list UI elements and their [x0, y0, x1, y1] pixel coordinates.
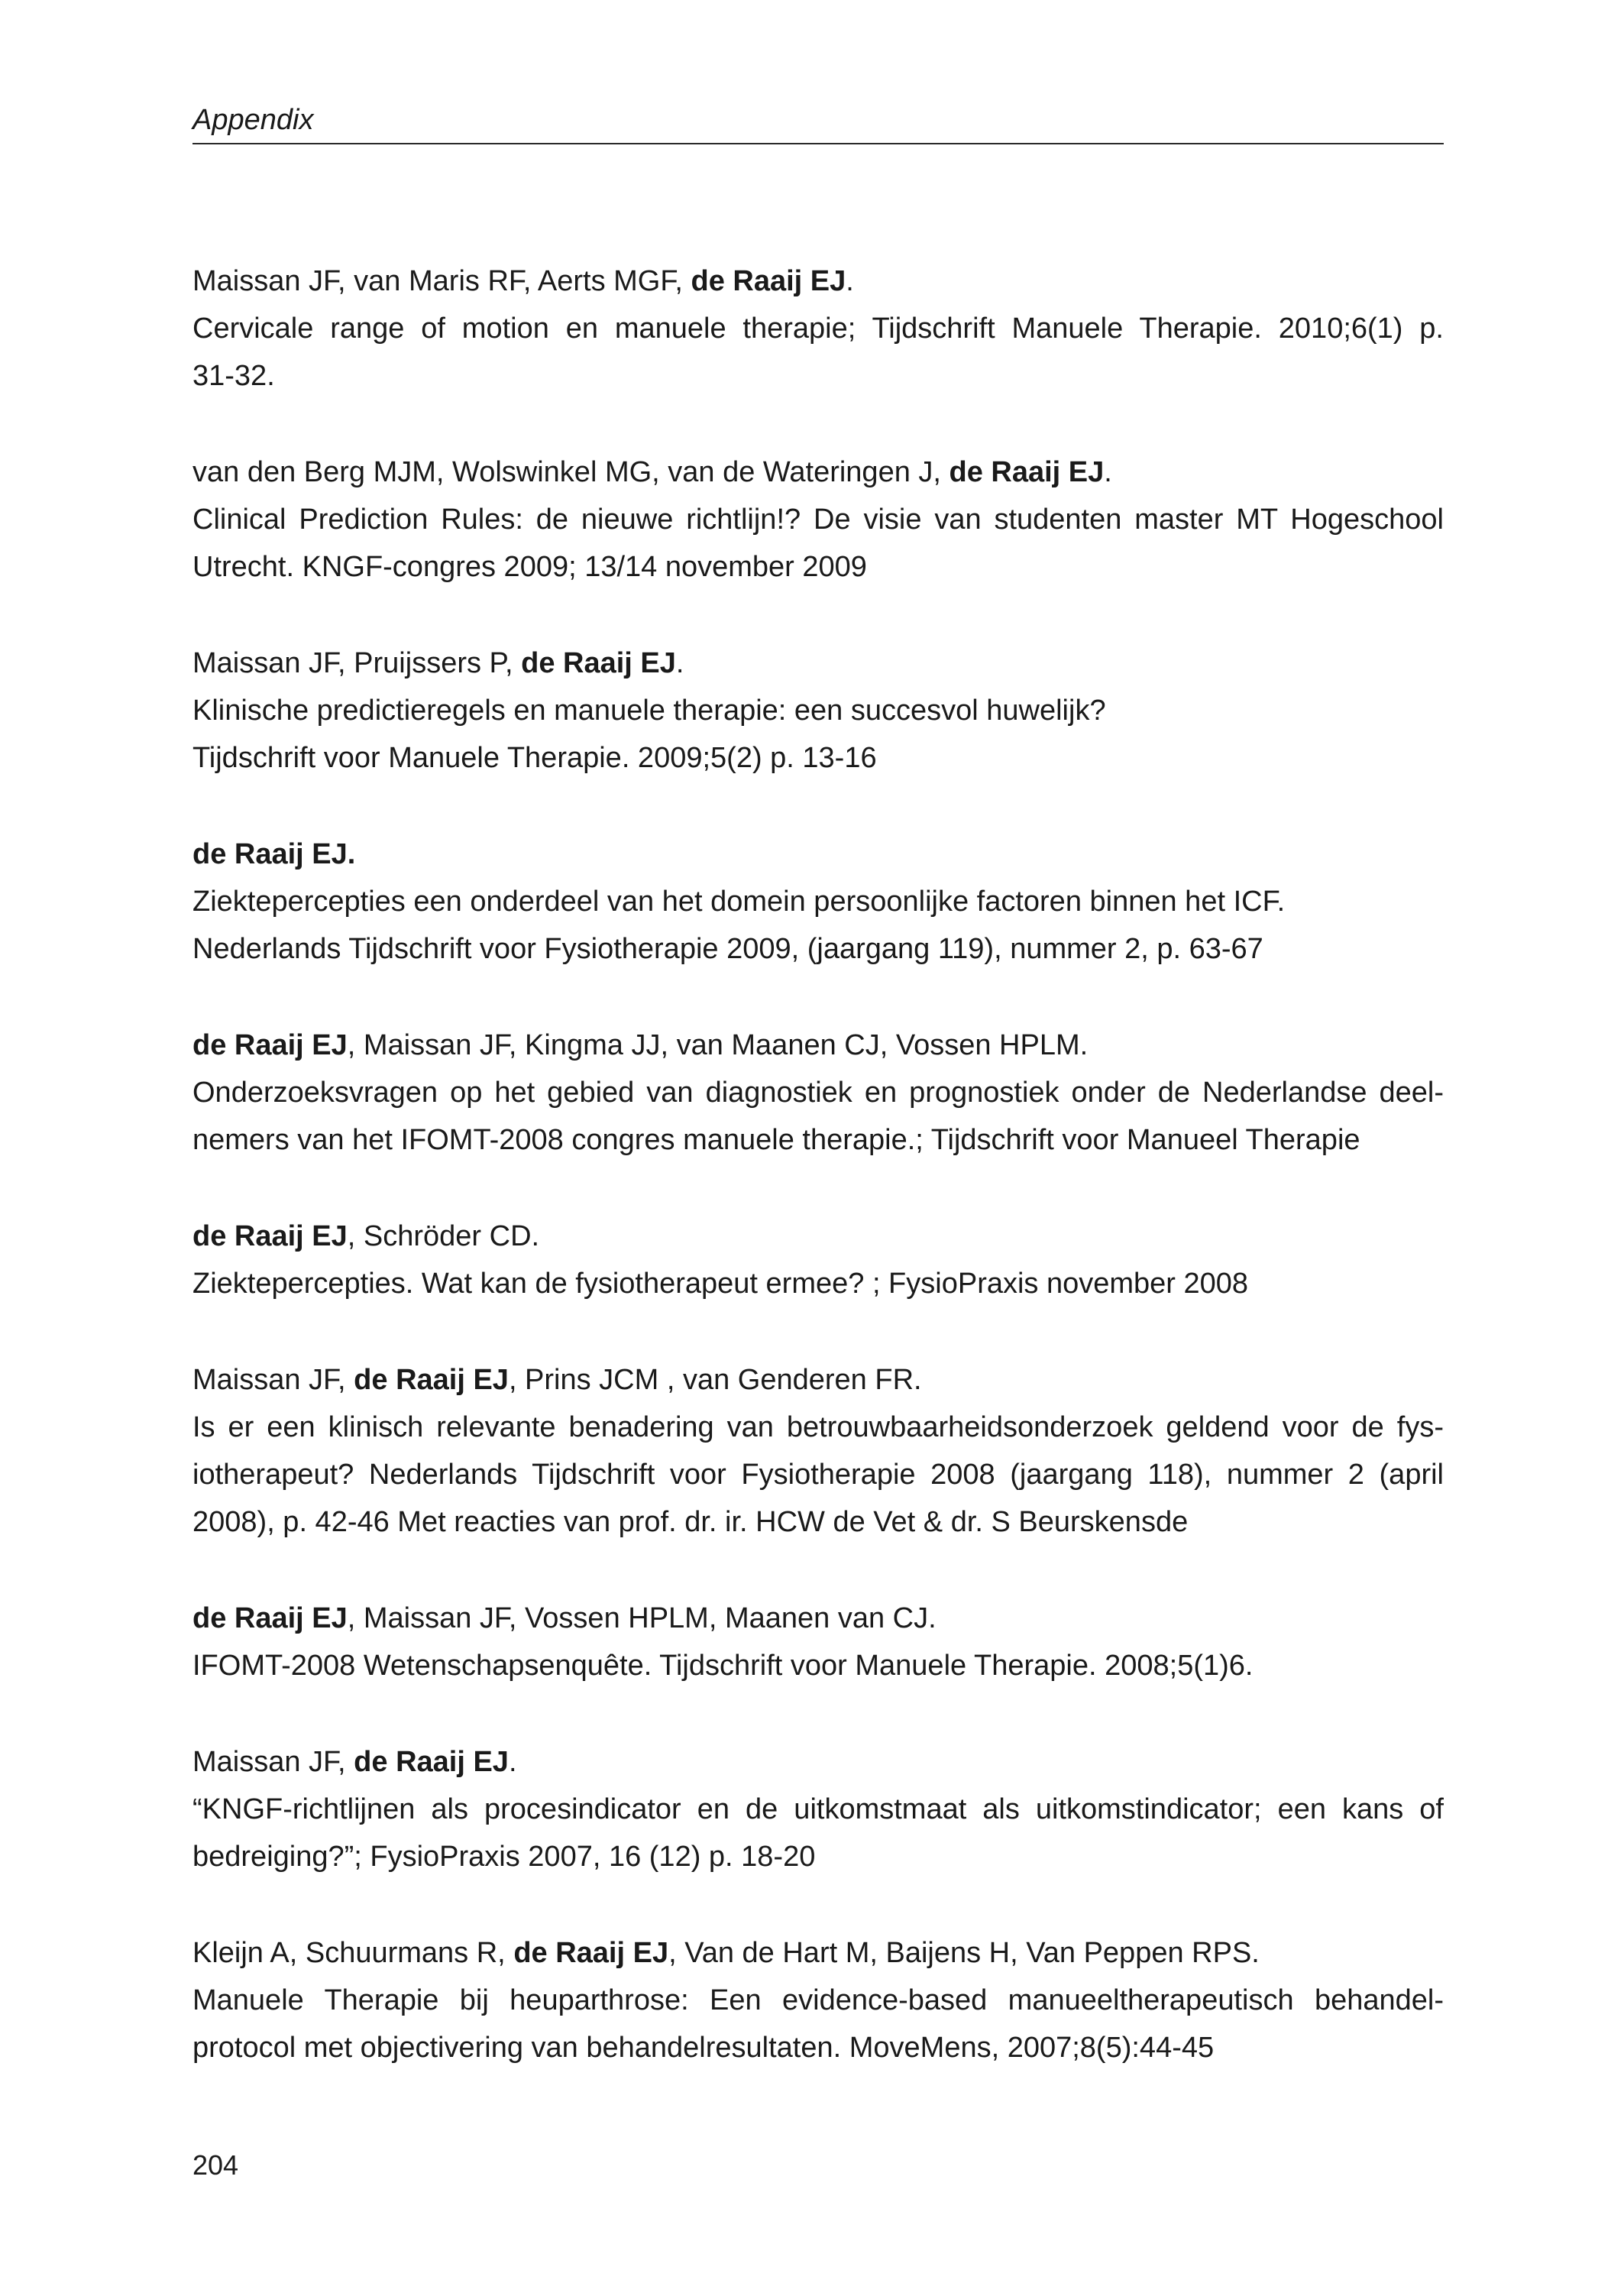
- reference-entry: [192, 1929, 1444, 2071]
- reference-text-line: 2008), p. 42-46 Met reacties van prof. dr. ir. HCW de Vet & dr. S Beurskensde: [192, 1506, 1189, 1538]
- highlighted-author: de Raaij EJ.: [192, 838, 356, 870]
- author-text: .: [1104, 456, 1112, 488]
- highlighted-author: de Raaij EJ: [192, 1029, 348, 1061]
- reference-text-line: Ziektepercepties. Wat kan de fysiotherapeut ermee? ; FysioPraxis november 2008: [192, 1268, 1249, 1300]
- reference-entry: [192, 640, 1444, 782]
- reference-list: [192, 257, 1444, 2120]
- reference-text-line: iotherapeut? Nederlands Tijdschrift voor Fysiotherapie 2008 (jaargang 118), nummer 2 (april: [192, 1459, 1444, 1491]
- author-text: .: [846, 265, 854, 297]
- running-header: Appendix: [192, 104, 314, 136]
- reference-entry: [192, 1356, 1444, 1546]
- reference-authors: [192, 1022, 1444, 1069]
- reference-entry: [192, 257, 1444, 400]
- reference-text-line: Is er een klinisch relevante benadering van betrouwbaarheidsonderzoek geldend voor de fys-: [192, 1411, 1444, 1443]
- reference-entry: [192, 1595, 1444, 1689]
- reference-entry: [192, 1213, 1444, 1307]
- reference-text-line: Tijdschrift voor Manuele Therapie. 2009;5(2) p. 13-16: [192, 742, 877, 774]
- author-text: , Schröder CD.: [347, 1220, 540, 1252]
- reference-authors: [192, 1929, 1444, 1977]
- reference-entry: [192, 449, 1444, 591]
- page-number: 204: [192, 2149, 239, 2181]
- reference-authors: [192, 640, 1444, 687]
- highlighted-author: de Raaij EJ: [354, 1746, 509, 1778]
- author-text: .: [675, 647, 684, 679]
- highlighted-author: de Raaij EJ: [513, 1937, 669, 1969]
- author-text: Maissan JF, Pruijssers P,: [192, 647, 522, 679]
- reference-text-line: Cervicale range of motion en manuele therapie; Tijdschrift Manuele Therapie. 2010;6(1) p.: [192, 313, 1444, 345]
- author-text: .: [508, 1746, 517, 1778]
- author-text: van den Berg MJM, Wolswinkel MG, van de Wateringen J,: [192, 456, 949, 488]
- highlighted-author: de Raaij EJ: [949, 456, 1105, 488]
- reference-entry: [192, 831, 1444, 973]
- reference-text-line: Utrecht. KNGF-congres 2009; 13/14 november 2009: [192, 551, 867, 583]
- highlighted-author: de Raaij EJ: [192, 1220, 348, 1252]
- reference-text-line: Clinical Prediction Rules: de nieuwe richtlijn!? De visie van studenten master MT Hogeschool: [192, 504, 1444, 536]
- highlighted-author: de Raaij EJ: [192, 1602, 348, 1634]
- reference-authors: [192, 831, 1444, 878]
- reference-authors: [192, 1738, 1444, 1786]
- author-text: , Prins JCM , van Genderen FR.: [508, 1364, 922, 1396]
- reference-text-line: “KNGF-richtlijnen als procesindicator en de uitkomstmaat als uitkomstindicator; een kans of: [192, 1793, 1444, 1825]
- reference-authors: [192, 1356, 1444, 1404]
- highlighted-author: de Raaij EJ: [691, 265, 846, 297]
- reference-text-line: IFOMT-2008 Wetenschapsenquête. Tijdschrift voor Manuele Therapie. 2008;5(1)6.: [192, 1650, 1254, 1682]
- reference-authors: [192, 1595, 1444, 1642]
- reference-authors: [192, 1213, 1444, 1260]
- reference-text-line: 31-32.: [192, 360, 275, 392]
- author-text: Kleijn A, Schuurmans R,: [192, 1937, 514, 1969]
- reference-text-line: Nederlands Tijdschrift voor Fysiotherapie 2009, (jaargang 119), nummer 2, p. 63-67: [192, 933, 1263, 965]
- reference-authors: [192, 449, 1444, 496]
- reference-text-line: Manuele Therapie bij heuparthrose: Een evidence-based manueeltherapeutisch behandel-: [192, 1984, 1444, 2016]
- author-text: Maissan JF,: [192, 1364, 354, 1396]
- author-text: , Maissan JF, Kingma JJ, van Maanen CJ, Vossen HPLM.: [347, 1029, 1089, 1061]
- highlighted-author: de Raaij EJ: [521, 647, 676, 679]
- highlighted-author: de Raaij EJ: [354, 1364, 509, 1396]
- author-text: , Van de Hart M, Baijens H, Van Peppen RPS.: [668, 1937, 1260, 1969]
- reference-text-line: Ziektepercepties een onderdeel van het domein persoonlijke factoren binnen het ICF.: [192, 886, 1286, 918]
- author-text: Maissan JF,: [192, 1746, 354, 1778]
- author-text: , Maissan JF, Vossen HPLM, Maanen van CJ.: [347, 1602, 937, 1634]
- reference-text-line: nemers van het IFOMT-2008 congres manuele therapie.; Tijdschrift voor Manueel Therapie: [192, 1124, 1360, 1156]
- reference-text-line: Klinische predictieregels en manuele therapie: een succesvol huwelijk?: [192, 695, 1106, 727]
- reference-text-line: protocol met objectivering van behandelresultaten. MoveMens, 2007;8(5):44-45: [192, 2032, 1215, 2064]
- reference-text-line: bedreiging?”; FysioPraxis 2007, 16 (12) p. 18-20: [192, 1841, 816, 1873]
- reference-entry: [192, 1022, 1444, 1164]
- author-text: Maissan JF, van Maris RF, Aerts MGF,: [192, 265, 691, 297]
- header-rule: [192, 143, 1444, 144]
- reference-authors: [192, 257, 1444, 305]
- reference-text-line: Onderzoeksvragen op het gebied van diagnostiek en prognostiek onder de Nederlandse deel-: [192, 1077, 1444, 1109]
- reference-entry: [192, 1738, 1444, 1880]
